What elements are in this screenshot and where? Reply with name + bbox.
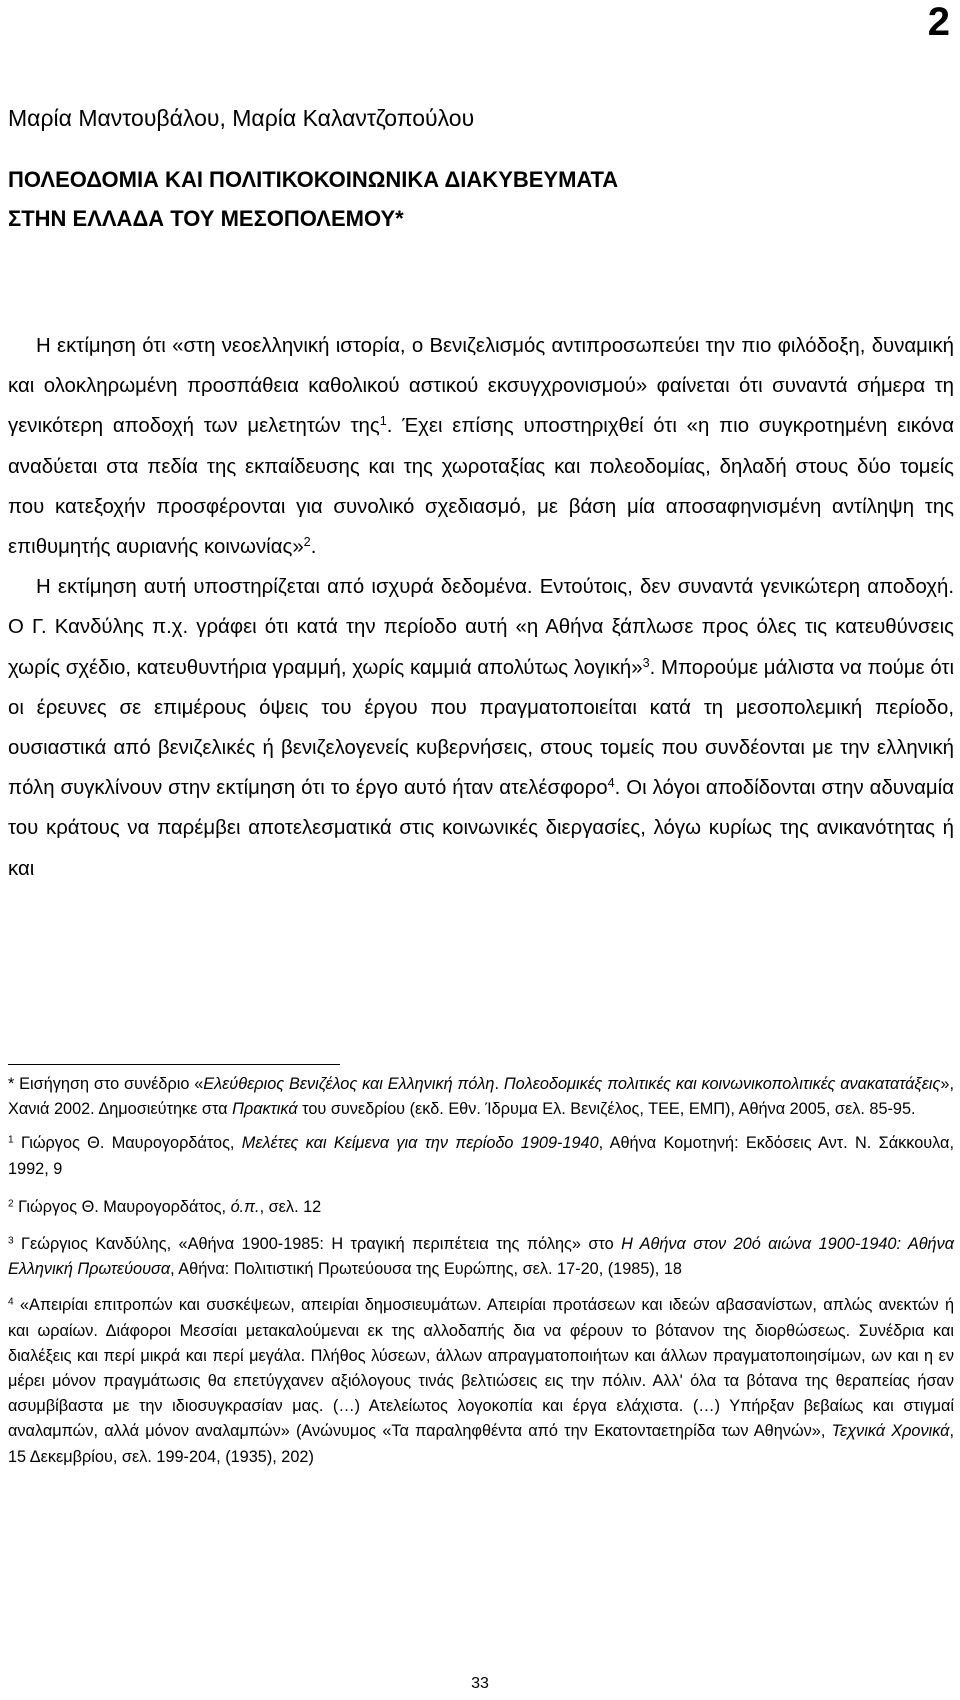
footnote-1 <box>8 1131 954 1181</box>
footnote-star-text-4: του συνεδρίου (εκδ. Εθν. Ίδρυμα Ελ. Βενιζέλος, ΤΕΕ, ΕΜΠ), Αθήνα 2005, σελ. 85-95. <box>297 1100 916 1119</box>
page-number: 2 <box>927 0 950 44</box>
footnote-1-text-1: Γιώργος Θ. Μαυρογορδάτος, <box>13 1134 242 1153</box>
footnote-ref-2[interactable]: 2 <box>303 535 311 550</box>
footer-page-number: 33 <box>471 1675 489 1692</box>
footnote-star-italic-2: Πολεοδομικές πολιτικές και κοινωνικοπολιτικές ανακατατάξεις <box>503 1075 941 1093</box>
footnote-3-text-2: , Αθήνα: Πολιτιστική Πρωτεύουσα της Ευρώπης, σελ. 17-20, (1985), 18 <box>170 1260 682 1279</box>
footnote-ref-1[interactable]: 1 <box>379 414 387 429</box>
footnote-3-text-1: Γεώργιος Κανδύλης, «Αθήνα 1900-1985: Η τραγική περιπέτεια της πόλης» στο <box>13 1235 622 1254</box>
main-text <box>8 326 954 889</box>
footnote-1-number: 1 <box>8 1134 14 1146</box>
paragraph-1 <box>8 326 954 567</box>
footnote-3-italic: Η Αθήνα στον 20ό αιώνα 1900-1940: Αθήνα Ελληνική Πρωτεύουσα <box>8 1235 954 1279</box>
footnote-separator <box>8 1064 340 1065</box>
footnote-3-number: 3 <box>8 1235 14 1247</box>
authors: Μαρία Μαντουβάλου, Μαρία Καλαντζοπούλου <box>8 105 475 131</box>
footnote-2-text-1: Γιώργος Θ. Μαυρογορδάτος, <box>13 1197 231 1216</box>
paragraph-1-text-c: . <box>310 536 317 559</box>
paragraph-2-text-b: . Μπορούμε μάλιστα να πούμε ότι οι έρευνες σε επιμέρους όψεις του έργου που πραγματοποιείται κατά τη μεσοπολεμική περίοδο, ουσιαστικά από βενιζελικές ή βενιζελογενείς κυβερνήσεις, στους τομείς που συνδέονται με την ελληνική πόλη συγκλίνουν στην εκτίμηση ότι το έργο αυτό ήταν ατελέσφορο <box>8 656 954 800</box>
paragraph-2-text-c: . Οι λόγοι αποδίδονται στην αδυναμία του κράτους να παρέμβει αποτελεσματικά στις κοινωνικές διεργασίες, λόγω κυρίως της ανικανότητας ή και <box>8 777 954 880</box>
footnote-star-text-3: », Χανιά 2002. Δημοσιεύτηκε στα <box>8 1075 954 1119</box>
title-line-2: ΣΤΗΝ ΕΛΛΑΔΑ ΤΟΥ ΜΕΣΟΠΟΛΕΜΟΥ* <box>8 206 404 231</box>
paragraph-2 <box>8 567 954 889</box>
footnote-star-italic-1: Ελεύθεριος Βενιζέλος και Ελληνική πόλη <box>203 1075 495 1093</box>
footnote-star <box>8 1072 954 1122</box>
footnote-2-number: 2 <box>8 1198 14 1210</box>
footnote-4-italic: Τεχνικά Χρονικά <box>831 1422 950 1441</box>
footnote-ref-3[interactable]: 3 <box>642 655 650 670</box>
footnote-4-text-2: , 15 Δεκεμβρίου, σελ. 199-204, (1935), 202) <box>8 1422 954 1466</box>
paragraph-1-text-a: Η εκτίμηση ότι «στη νεοελληνική ιστορία, ο Βενιζελισμός αντιπροσωπεύει την πιο φιλόδοξη, δυναμική και ολοκληρωμένη προσπάθεια καθολικού αστικού εκσυγχρονισμού» φαίνεται ότι συναντά σήμερα τη γενικότερη αποδοχή των μελετητών της <box>8 335 954 438</box>
footnote-star-text-1: * Εισήγηση στο συνέδριο « <box>8 1075 204 1093</box>
footnote-2-italic: ό.π. <box>230 1197 260 1216</box>
footnote-1-italic: Μελέτες και Κείμενα για την περίοδο 1909-1940 <box>241 1134 599 1153</box>
paragraph-2-text-a: Η εκτίμηση αυτή υποστηρίζεται από ισχυρά δεδομένα. Εντούτοις, δεν συναντά γενικώτερη αποδοχή. Ο Γ. Κανδύλης π.χ. γράφει ότι κατά την περίοδο αυτή «η Αθήνα ξάπλωσε προς όλες τις κατευθύνσεις χωρίς σχέδιο, κατευθυντήρια γραμμή, χωρίς καμμιά απολύτως λογική» <box>8 576 954 679</box>
footnote-star-text-2: . <box>494 1075 504 1093</box>
footnote-4-text-1: «Απειρίαι επιτροπών και συσκέψεων, απειρίαι δημοσιευμάτων. Απειρίαι προτάσεων και ιδεών αβασανίστων, απλώς ανεκτών ή και ωραίων. Διάφοροι Μεσσίαι μετακαλούμεναι εκ της αλλοδαπής δια να φέρουν το βότανον της διορθώσεως. Συνέδρια και διαλέξεις και περί μικρά και περί μεγάλα. Πλήθος λύσεων, άλλων απραγματοποιήτων και άλλων πραγματοποιησίμων, ων και η εν μέρει μόνον πραγμάτωσις θα επετύγχανεν αξιόλογους τινάς βελτιώσεις εις την πόλιν. Αλλ' όλα τα βότανα της θεραπείας ήσαν ασυμβίβαστα με την ιδιοσυγκρασίαν μας. (…) Ατελείωτος λογοκοπία και έργα ελάχιστα. (…) Υπήρξαν βεβαίως και στιγμαί αναλαμπών, αλλά μόνον αναλαμπών» (Ανώνυμος «Τα παραληφθέντα από την Εκατονταετηρίδα των Αθηνών», <box>8 1296 954 1441</box>
footnote-ref-4[interactable]: 4 <box>607 776 615 791</box>
footnote-4 <box>8 1293 954 1469</box>
footnote-3 <box>8 1232 954 1282</box>
footnote-star-italic-3: Πρακτικά <box>232 1100 298 1119</box>
footnotes <box>8 1072 954 1470</box>
footnote-2 <box>8 1195 954 1220</box>
footnote-1-text-2: , Αθήνα Κομοτηνή: Εκδόσεις Αντ. Ν. Σάκκουλα, 1992, 9 <box>8 1134 954 1178</box>
paragraph-1-text-b: . Έχει επίσης υποστηριχθεί ότι «η πιο συγκροτημένη εικόνα αναδύεται στα πεδία της εκπαίδευσης και της χωροταξίας και πολεοδομίας, δηλαδή στους δύο τομείς που κατεξοχήν προσφέρονται για συνολικό σχεδιασμό, με βάση μία αποσαφηνισμένη αντίληψη της επιθυμητής αυριανής κοινωνίας» <box>8 415 954 559</box>
footnote-4-number: 4 <box>8 1296 14 1308</box>
footnote-2-text-2: , σελ. 12 <box>259 1197 322 1216</box>
title-line-1: ΠΟΛΕΟΔΟΜΙΑ ΚΑΙ ΠΟΛΙΤΙΚΟΚΟΙΝΩΝΙΚΑ ΔΙΑΚΥΒΕΥΜΑΤΑ <box>8 167 619 192</box>
article-title <box>8 160 618 238</box>
